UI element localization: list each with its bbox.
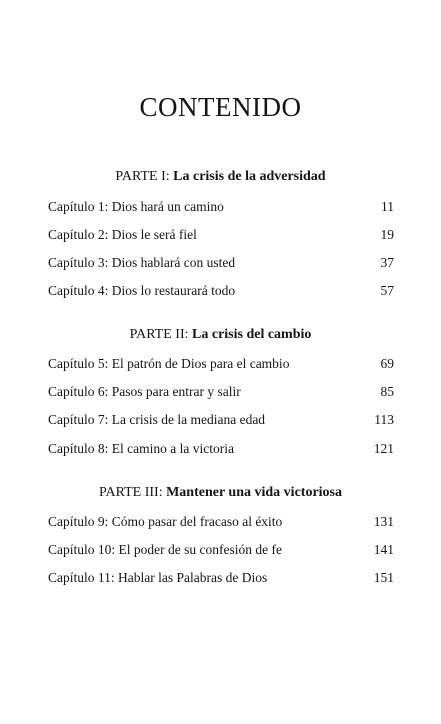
page-number: 19 xyxy=(380,227,394,242)
toc-entry[interactable] xyxy=(48,541,394,559)
part-title: La crisis del cambio xyxy=(192,327,312,342)
chapter-title: Capítulo 2: Dios le será fiel xyxy=(48,227,197,242)
chapter-title: Capítulo 9: Cómo pasar del fracaso al éxito xyxy=(48,514,283,529)
chapter-title: Capítulo 4: Dios lo restaurará todo xyxy=(48,283,236,298)
chapter-title: Capítulo 3: Dios hablará con usted xyxy=(48,255,236,270)
chapter-title: Capítulo 7: La crisis de la mediana edad xyxy=(48,412,266,427)
page-title: CONTENIDO xyxy=(139,92,302,122)
toc-entry[interactable] xyxy=(48,383,394,401)
chapter-title: Capítulo 6: Pasos para entrar y salir xyxy=(48,384,241,399)
part-number: PARTE II: xyxy=(129,327,193,342)
page-number: 85 xyxy=(380,384,394,399)
toc-entry[interactable] xyxy=(48,226,394,244)
toc-entry[interactable] xyxy=(48,513,394,531)
chapter-title: Capítulo 11: Hablar las Palabras de Dios xyxy=(48,570,268,585)
chapter-title: Capítulo 1: Dios hará un camino xyxy=(48,199,224,214)
part-heading-1 xyxy=(0,169,441,185)
page-number: 57 xyxy=(380,283,394,298)
page-number: 69 xyxy=(380,356,394,371)
toc-entry[interactable] xyxy=(48,198,394,216)
page-number: 141 xyxy=(373,542,394,557)
toc-entry[interactable] xyxy=(48,254,394,272)
toc-entry[interactable] xyxy=(48,440,394,458)
page-number: 11 xyxy=(381,199,394,214)
toc-entry[interactable] xyxy=(48,282,394,300)
page-number: 151 xyxy=(373,570,394,585)
toc-entry[interactable] xyxy=(48,569,394,587)
part-title: Mantener una vida victoriosa xyxy=(166,485,342,500)
chapter-title: Capítulo 8: El camino a la victoria xyxy=(48,441,234,456)
part-number: PARTE III: xyxy=(99,485,167,500)
part-title: La crisis de la adversidad xyxy=(173,169,326,184)
page-number: 37 xyxy=(380,255,394,270)
toc-entry[interactable] xyxy=(48,355,394,373)
chapter-title: Capítulo 5: El patrón de Dios para el cambio xyxy=(48,356,290,371)
part-number: PARTE I: xyxy=(115,169,174,184)
page-number: 121 xyxy=(373,441,394,456)
part-heading-3 xyxy=(0,485,441,501)
part-heading-2 xyxy=(0,327,441,343)
page-number: 131 xyxy=(373,514,394,529)
chapter-title: Capítulo 10: El poder de su confesión de fe xyxy=(48,542,282,557)
toc-entry[interactable] xyxy=(48,411,394,429)
page-number: 113 xyxy=(374,412,394,427)
